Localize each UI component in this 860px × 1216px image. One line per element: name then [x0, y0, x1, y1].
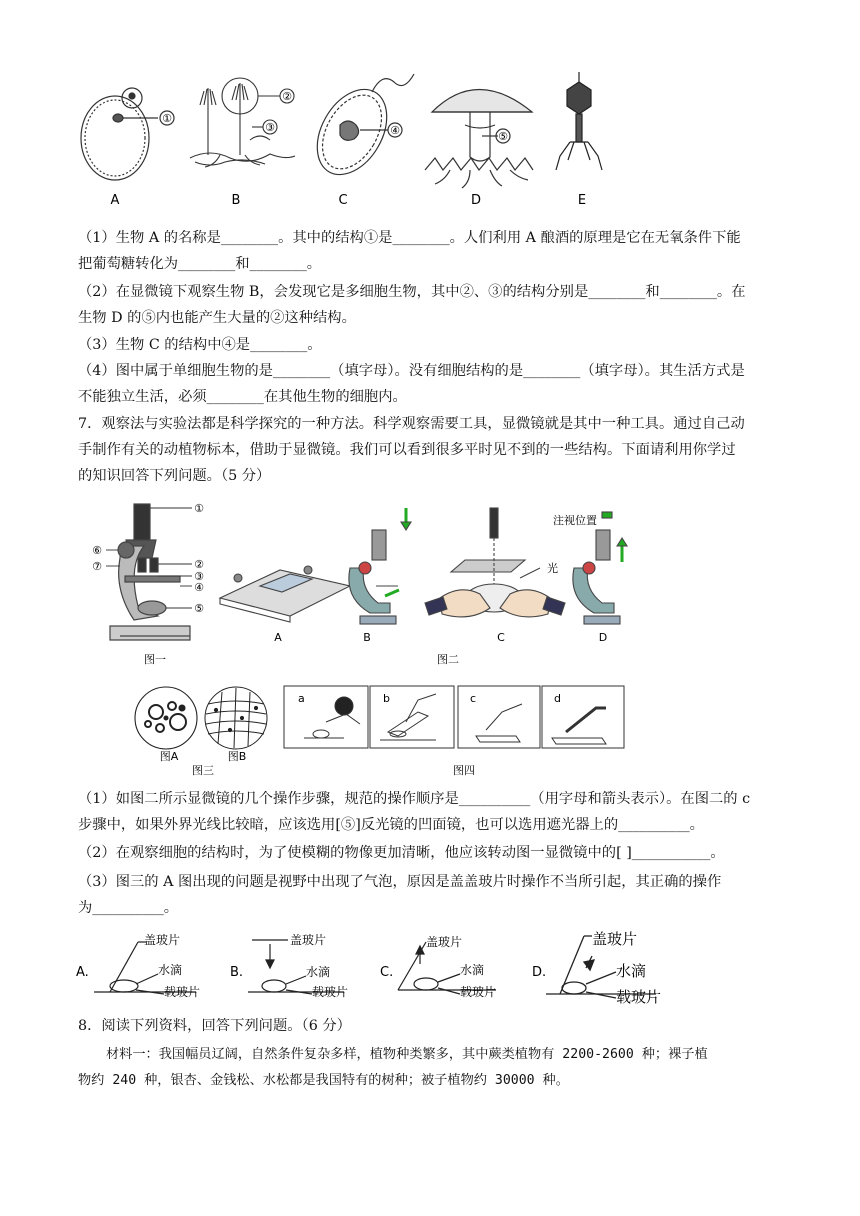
cover-slip-options	[76, 928, 676, 1008]
organism-figure	[70, 70, 630, 215]
phage-drawing	[556, 72, 602, 170]
focus-position-label: 注视位置	[553, 514, 597, 527]
step-c-drawing	[425, 508, 565, 617]
q7-intro-line2: 手制作有关的动植物标本，借助于显微镜。我们可以看到很多平时见不到的一些结构。下面请利用你学过	[78, 442, 736, 458]
option-d-water-drop: 水滴	[616, 962, 647, 980]
step-label-a: A	[274, 631, 282, 644]
fig-steps-label: 图二	[437, 653, 459, 666]
option-b-cover-slip: 盖玻片	[290, 933, 327, 947]
light-label: 光	[547, 562, 558, 575]
q7-part3-line2: 为__________。	[78, 900, 179, 916]
option-c-cover-slip: 盖玻片	[426, 935, 463, 949]
q7-part1-line1: （1）如图二所示显微镜的几个操作步骤，规范的操作顺序是__________（用字母和箭头表示）。在图二的 c	[78, 791, 751, 807]
yeast-drawing	[81, 88, 174, 180]
option-d: D.	[532, 965, 547, 980]
q7-part1-line2: 步骤中，如果外界光线比较暗，应该选用[⑤]反光镜的凹面镜，也可以选用遮光器上的__________。	[78, 817, 704, 833]
marker-5: ⑤	[498, 130, 508, 143]
step-label-d: D	[598, 631, 608, 644]
option-b-water-drop: 水滴	[306, 965, 331, 979]
fig4-label: 图四	[453, 764, 475, 777]
fig3-a-label: 图A	[159, 750, 179, 763]
step-label-b: B	[363, 631, 371, 644]
cell-figures	[126, 682, 636, 778]
fig4-panels	[284, 686, 624, 748]
fig4-b: b	[383, 692, 390, 705]
q6-part3: （3）生物 C 的结构中④是________。	[78, 337, 322, 353]
step-label-c: C	[497, 631, 505, 644]
fig4-d: d	[554, 692, 561, 705]
option-a: A.	[76, 965, 89, 980]
q8-intro: 8．阅读下列资料，回答下列问题。（6 分）	[78, 1018, 351, 1034]
microscope-figures	[80, 498, 640, 670]
q7-intro-line3: 的知识回答下列问题。（5 分）	[78, 468, 271, 484]
fig1-label-a: A	[110, 193, 120, 208]
step-a-drawing	[220, 566, 350, 622]
mold-drawing	[190, 78, 295, 167]
mic-marker-2: ②	[194, 558, 204, 571]
marker-3: ③	[265, 121, 275, 134]
option-c-water-drop: 水滴	[460, 963, 485, 977]
bubbles-view	[135, 687, 197, 749]
fig-microscope-label: 图一	[144, 653, 166, 666]
marker-2: ②	[282, 90, 292, 103]
mic-marker-1: ①	[194, 502, 204, 515]
option-d-cover-slip: 盖玻片	[592, 930, 638, 948]
fig4-c: c	[470, 692, 477, 705]
mic-marker-7: ⑦	[92, 560, 102, 573]
fig4-a: a	[298, 692, 305, 705]
q8-material-line2: 物约 240 种，银杏、金钱松、水松都是我国特有的树种；被子植物约 30000 种。	[78, 1073, 569, 1088]
marker-4: ④	[390, 124, 400, 137]
fig1-label-c: C	[338, 193, 348, 208]
fig1-label-d: D	[470, 193, 482, 208]
fig3-b-label: 图B	[227, 750, 247, 763]
q6-part1-line2: 把葡萄糖转化为________和________。	[78, 256, 322, 272]
option-a-cover-slip: 盖玻片	[144, 933, 181, 947]
cells-view	[205, 687, 267, 749]
mic-marker-4: ④	[194, 581, 204, 594]
fig1-label-b: B	[231, 193, 241, 208]
fig3-label: 图三	[192, 764, 214, 777]
q6-part4-line1: （4）图中属于单细胞生物的是________（填字母）。没有细胞结构的是________（填字母）。其生活方式是	[78, 363, 745, 379]
marker-1: ①	[162, 112, 172, 125]
option-c: C.	[380, 965, 394, 980]
q7-intro-line1: 7．观察法与实验法都是科学探究的一种方法。科学观察需要工具，显微镜就是其中一种工具。通过自己动	[78, 416, 745, 432]
option-b-slide: 载玻片	[312, 985, 349, 999]
step-d-drawing	[573, 512, 627, 624]
q7-part2: （2）在观察细胞的结构时，为了使模糊的物像更加清晰，他应该转动图一显微镜中的[ ]___________。	[78, 845, 725, 861]
option-b: B.	[230, 965, 244, 980]
option-c-slide: 载玻片	[460, 985, 497, 999]
mic-marker-6: ⑥	[92, 544, 102, 557]
option-a-water-drop: 水滴	[158, 963, 183, 977]
q6-part2-line1: （2）在显微镜下观察生物 B，会发现它是多细胞生物，其中②、③的结构分别是________和________。在	[78, 284, 746, 300]
q7-part3-line1: （3）图三的 A 图出现的问题是视野中出现了气泡，原因是盖盖玻片时操作不当所引起，其正确的操作	[78, 874, 722, 890]
microscope-drawing	[110, 504, 190, 640]
mushroom-drawing	[425, 90, 533, 189]
q6-part4-line2: 不能独立生活，必须________在其他生物的细胞内。	[78, 389, 407, 405]
q6-part2-line2: 生物 D 的⑤内也能产生大量的②这种结构。	[78, 310, 356, 326]
q8-material-line1: 材料一：我国幅员辽阔，自然条件复杂多样，植物种类繁多，其中蕨类植物有 2200-2600 种；裸子植	[106, 1047, 708, 1062]
mic-marker-3: ③	[194, 570, 204, 583]
q6-part1-line1: （1）生物 A 的名称是________。其中的结构①是________。人们利用 A 酿酒的原理是它在无氧条件下能	[78, 230, 741, 246]
option-a-slide: 载玻片	[164, 985, 201, 999]
mic-marker-5: ⑤	[194, 602, 204, 615]
fig1-label-e: E	[577, 193, 587, 208]
option-d-slide: 载玻片	[616, 988, 662, 1006]
step-b-drawing	[349, 508, 411, 624]
